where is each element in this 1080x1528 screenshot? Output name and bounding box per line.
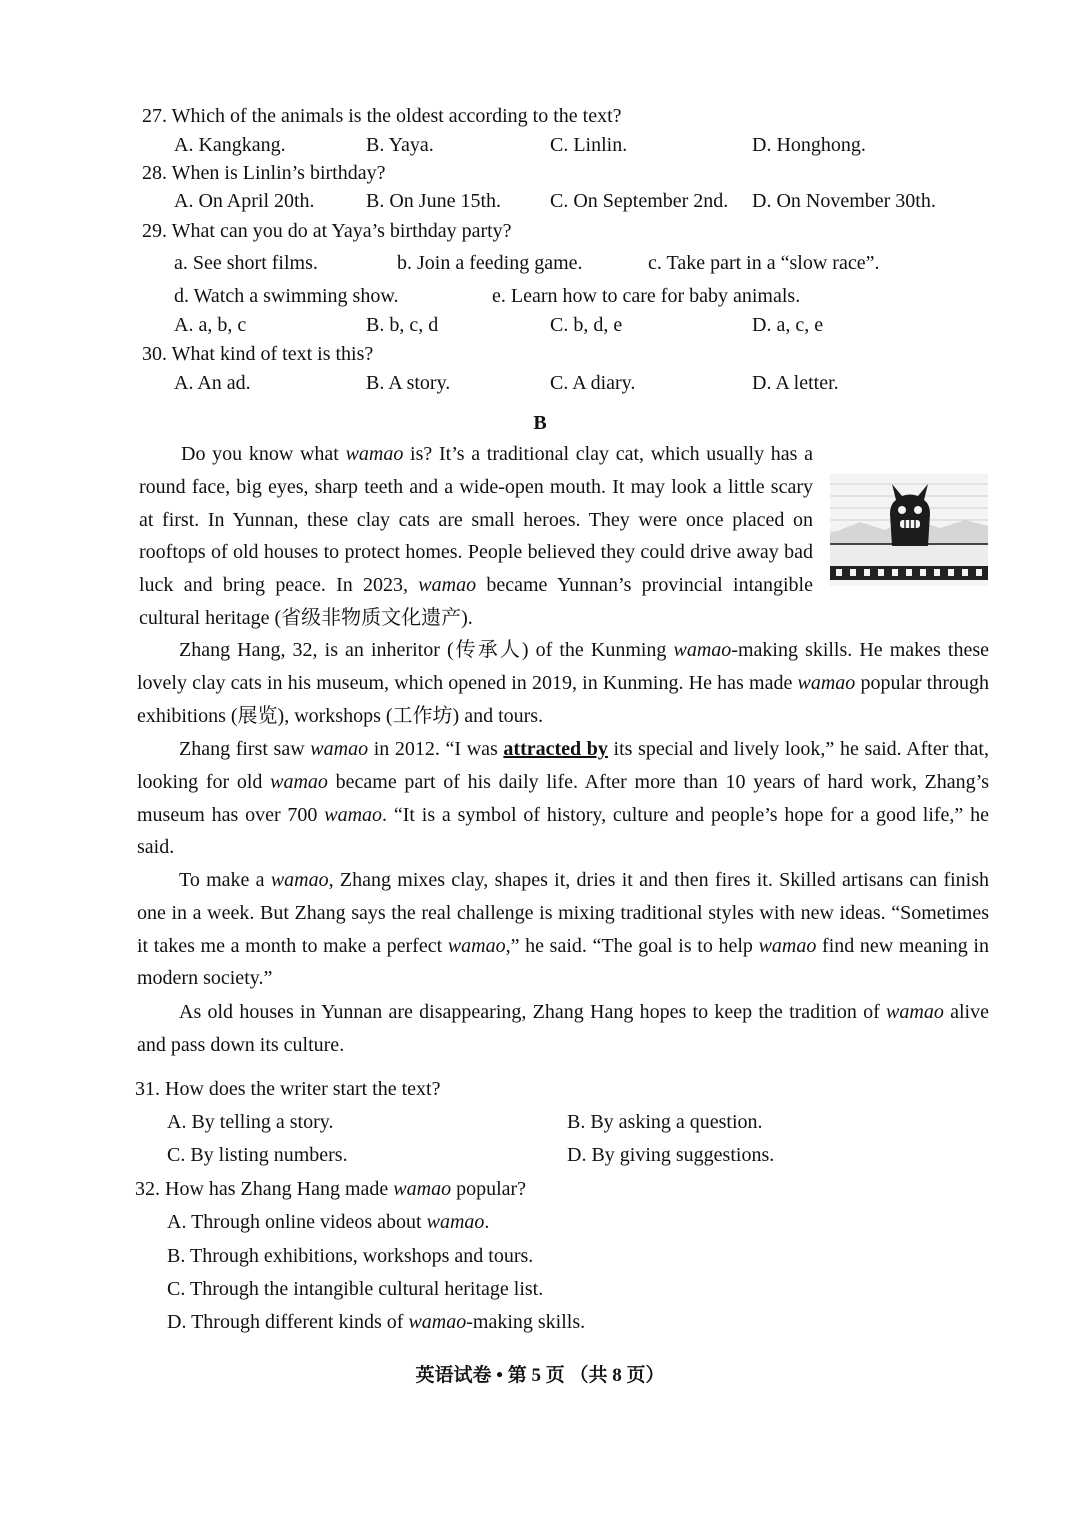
page-footer: 英语试卷 • 第 5 页 （共 8 页）	[415, 1365, 665, 1386]
section-b-heading: B	[533, 412, 547, 434]
q32-option-b: B. Through exhibitions, workshops and tours.	[167, 1245, 534, 1267]
q30-option-a: A. An ad.	[174, 372, 251, 394]
q31-option-d: D. By giving suggestions.	[567, 1144, 775, 1166]
q31-option-a: A. By telling a story.	[167, 1111, 334, 1133]
passage-paragraph-1: Do you know what wamao is? It’s a traditional clay cat, which usually has a round face, big eyes, sharp teeth and a wide-open mouth. It may look a little scary at first. In Yunnan, these clay cats are small heroes. They were once placed on rooftops of old houses to protect homes. People believed they could drive away bad luck and bring peace. In 2023, wamao became Yunnan’s provincial intangible cultural heritage (省级非物质文化遗产).	[139, 443, 814, 629]
q28-option-a: A. On April 20th.	[174, 190, 315, 212]
q29-item-e: e. Learn how to care for baby animals.	[492, 285, 801, 307]
question-28-stem: 28. When is Linlin’s birthday?	[142, 162, 386, 184]
q31-option-b: B. By asking a question.	[567, 1111, 763, 1133]
question-29-stem: 29. What can you do at Yaya’s birthday party?	[142, 220, 512, 242]
q29-item-d: d. Watch a swimming show.	[174, 285, 399, 307]
q30-option-d: D. A letter.	[752, 372, 839, 394]
q29-item-a: a. See short films.	[174, 252, 318, 274]
q32-option-d: D. Through different kinds of wamao-making skills.	[167, 1311, 586, 1333]
passage-paragraph-5: As old houses in Yunnan are disappearing, Zhang Hang hopes to keep the tradition of wamao alive and pass down its culture.	[137, 1001, 989, 1056]
q32-option-a: A. Through online videos about wamao.	[167, 1211, 490, 1233]
q29-option-d: D. a, c, e	[752, 314, 824, 336]
q29-option-c: C. b, d, e	[550, 314, 623, 336]
question-31-stem: 31. How does the writer start the text?	[135, 1078, 441, 1100]
q27-option-a: A. Kangkang.	[174, 134, 286, 156]
underlined-phrase: attracted by	[503, 738, 608, 760]
q27-option-b: B. Yaya.	[366, 134, 434, 156]
q29-option-b: B. b, c, d	[366, 314, 439, 336]
wamao-rooftop-image	[830, 474, 988, 586]
q32-option-c: C. Through the intangible cultural heritage list.	[167, 1278, 544, 1300]
q29-item-c: c. Take part in a “slow race”.	[648, 252, 880, 274]
passage-paragraph-4: To make a wamao, Zhang mixes clay, shapes it, dries it and then fires it. Skilled artisans can finish one in a week. But Zhang says the real challenge is mixing traditional styles with new ideas. “Sometimes it takes me a month to make a perfect wamao,” he said. “The goal is to help wamao find new meaning in modern society.”	[137, 869, 989, 990]
question-27-stem: 27. Which of the animals is the oldest according to the text?	[142, 105, 622, 127]
question-30-stem: 30. What kind of text is this?	[142, 343, 374, 365]
question-32-stem: 32. How has Zhang Hang made wamao popular?	[135, 1178, 527, 1200]
q28-option-b: B. On June 15th.	[366, 190, 501, 212]
q27-option-d: D. Honghong.	[752, 134, 866, 156]
q31-option-c: C. By listing numbers.	[167, 1144, 348, 1166]
q27-option-c: C. Linlin.	[550, 134, 628, 156]
q30-option-b: B. A story.	[366, 372, 451, 394]
passage-paragraph-2: Zhang Hang, 32, is an inheritor (传承人) of the Kunming wamao-making skills. He makes these lovely clay cats in his museum, which opened in 2019, in Kunming. He has made wamao popular through exhibitions (展览), workshops (工作坊) and tours.	[137, 639, 990, 727]
q28-option-c: C. On September 2nd.	[550, 190, 729, 212]
q28-option-d: D. On November 30th.	[752, 190, 936, 212]
q29-option-a: A. a, b, c	[174, 314, 247, 336]
q30-option-c: C. A diary.	[550, 372, 636, 394]
q29-item-b: b. Join a feeding game.	[397, 252, 583, 274]
passage-paragraph-3: Zhang first saw wamao in 2012. “I was attracted by its special and lively look,” he said. After that, looking for old wamao became part of his daily life. After more than 10 years of hard work, Zhang’s museum has over 700 wamao. “It is a symbol of history, culture and people’s hope for a good life,” he said.	[137, 738, 989, 859]
